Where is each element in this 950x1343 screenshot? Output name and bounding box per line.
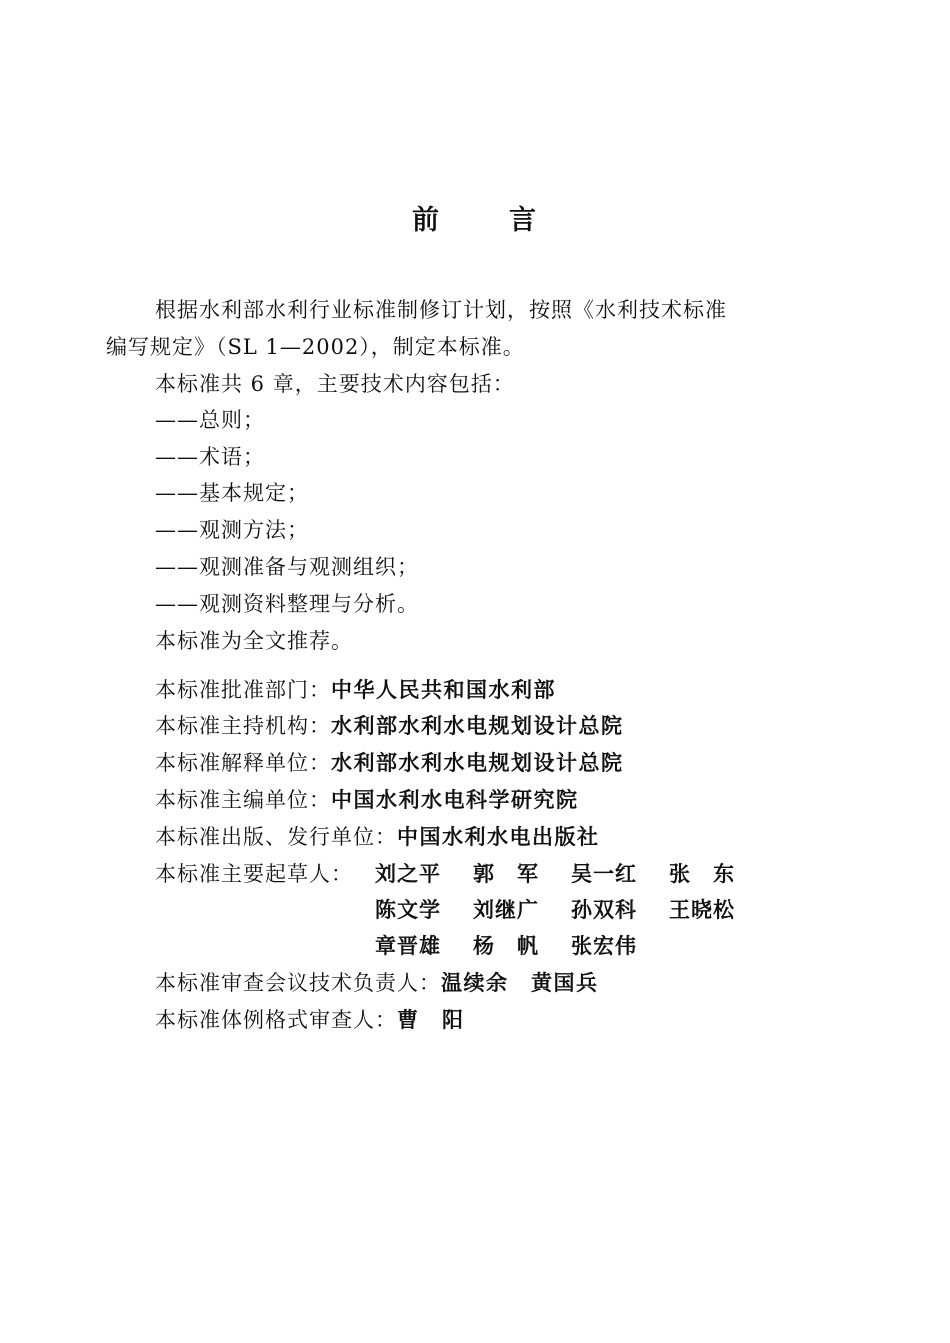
credit-label: 本标准审查会议技术负责人：: [155, 971, 441, 995]
chapters-summary: 本标准共 6 章，主要技术内容包括：: [155, 372, 515, 396]
credit-review-lead: [155, 970, 599, 996]
credit-value: 中国水利水电科学研究院: [331, 788, 579, 812]
credit-value: 水利部水利水电规划设计总院: [331, 714, 624, 738]
credit-drafters-label: 本标准主要起草人：: [155, 862, 353, 886]
drafter-name: 王晓松: [669, 898, 735, 922]
list-item: ——观测资料整理与分析。: [155, 592, 419, 616]
credit-label: 本标准出版、发行单位：: [155, 825, 397, 849]
credit-value: 温续余 黄国兵: [441, 971, 599, 995]
drafter-name: 张 东: [669, 862, 735, 886]
list-item: ——观测方法；: [155, 518, 309, 542]
drafter-name: 郭 军: [473, 862, 539, 886]
credit-label: 本标准主编单位：: [155, 788, 331, 812]
drafter-name: 张宏伟: [571, 934, 637, 958]
intro-paragraph-line-1: 根据水利部水利行业标准制修订计划，按照《水利技术标准: [155, 298, 727, 322]
credit-label: 本标准批准部门：: [155, 678, 331, 702]
credit-value: 曹 阳: [397, 1008, 465, 1032]
recommendation-note: 本标准为全文推荐。: [155, 629, 353, 653]
credit-interpretation: [155, 750, 624, 776]
credit-chief-editor: [155, 787, 579, 813]
list-item: ——观测准备与观测组织；: [155, 555, 419, 579]
credit-label: 本标准主持机构：: [155, 714, 331, 738]
drafter-name: 章晋雄: [375, 934, 441, 958]
drafter-name: 吴一红: [571, 862, 637, 886]
drafter-name: 刘之平: [375, 862, 441, 886]
credit-approval: [155, 677, 556, 703]
list-item: ——总则；: [155, 408, 265, 432]
credit-value: 水利部水利水电规划设计总院: [331, 751, 624, 775]
credit-value: 中国水利水电出版社: [397, 825, 600, 849]
drafter-name: 刘继广: [473, 898, 539, 922]
drafter-name: 陈文学: [375, 898, 441, 922]
credit-publisher: [155, 824, 600, 850]
page-title: [0, 198, 950, 237]
title-char-2: 言: [509, 205, 538, 236]
credit-label: 本标准解释单位：: [155, 751, 331, 775]
credit-host: [155, 713, 624, 739]
credit-label: 本标准体例格式审查人：: [155, 1008, 397, 1032]
list-item: ——基本规定；: [155, 481, 309, 505]
intro-paragraph-line-2: 编写规定》（SL 1—2002），制定本标准。: [106, 335, 525, 359]
drafter-name: 孙双科: [571, 898, 637, 922]
credit-value: 中华人民共和国水利部: [331, 678, 556, 702]
credit-format-reviewer: [155, 1007, 465, 1033]
title-char-1: 前: [412, 205, 441, 236]
drafter-name: 杨 帆: [473, 934, 539, 958]
list-item: ——术语；: [155, 445, 265, 469]
